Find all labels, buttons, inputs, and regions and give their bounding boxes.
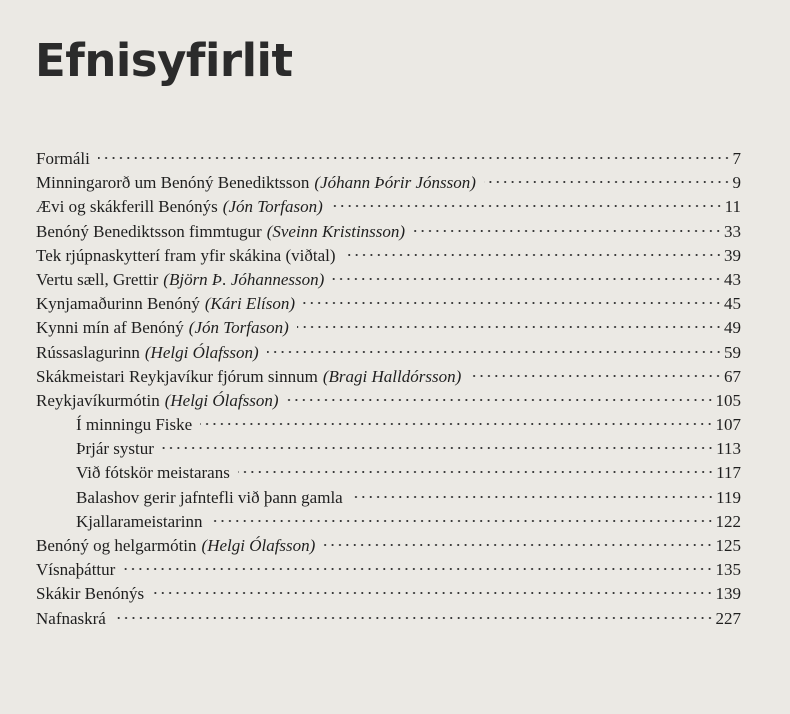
entry-title: Reykjavíkurmótin [36, 390, 160, 410]
page-number: 49 [724, 318, 741, 338]
dot-leader [123, 567, 713, 571]
toc-entry [36, 609, 741, 633]
toc-entry [36, 270, 741, 294]
page-number: 105 [715, 390, 741, 410]
entry-title: Minningarorð um Benóný Benediktsson [36, 173, 310, 193]
toc-subentry [36, 512, 741, 536]
dot-leader [323, 543, 713, 547]
entry-title: Skákmeistari Reykjavíkur fjórum sinnum [36, 366, 318, 386]
entry-author: (Helgi Ólafsson) [144, 342, 259, 362]
dot-leader [200, 422, 713, 426]
dot-leader [297, 325, 722, 329]
entry-author: (Sveinn Kristinsson) [266, 221, 406, 241]
dot-leader [303, 301, 722, 305]
dot-leader [344, 253, 722, 257]
entry-title: Þrjár systur [76, 439, 154, 459]
table-of-contents [36, 149, 741, 633]
entry-title: Skákir Benónýs [36, 584, 145, 604]
toc-entry [36, 536, 741, 560]
dot-leader [152, 591, 713, 595]
dot-leader [211, 519, 714, 523]
entry-author: (Bragi Halldórsson) [322, 366, 462, 386]
dot-leader [162, 446, 714, 450]
toc-entry [36, 318, 741, 342]
dot-leader [332, 277, 722, 281]
dot-leader [484, 180, 731, 184]
entry-title: Kynni mín af Benóný [36, 318, 184, 338]
page-number: 59 [724, 342, 741, 362]
entry-title: Í minningu Fiske [76, 415, 193, 435]
entry-author: (Helgi Ólafsson) [201, 536, 316, 555]
dot-leader [469, 374, 722, 378]
toc-entry [36, 343, 741, 367]
page-number: 67 [724, 366, 741, 386]
toc-subentry [36, 463, 741, 487]
dot-leader [351, 495, 714, 499]
page-number: 9 [732, 173, 741, 193]
page-number: 39 [724, 245, 741, 265]
entry-author: (Jón Torfason) [222, 197, 323, 217]
entry-title: Vísnaþáttur [36, 560, 116, 580]
dot-leader [267, 350, 722, 354]
entry-title: Balashov gerir jafntefli við þann gamla [76, 487, 343, 507]
page-number: 125 [715, 536, 741, 555]
toc-entry [36, 149, 741, 173]
toc-subentry [36, 488, 741, 512]
entry-title: Rússaslagurinn [36, 342, 140, 362]
toc-entry [36, 560, 741, 584]
entry-title: Benóný og helgarmótin [36, 536, 197, 555]
page-number: 43 [724, 269, 741, 289]
page-number: 7 [732, 149, 741, 168]
page-number: 139 [715, 584, 741, 604]
entry-author: (Björn Þ. Jóhannesson) [163, 269, 325, 289]
toc-entry [36, 173, 741, 197]
page-number: 227 [715, 608, 741, 628]
page-number: 119 [716, 487, 741, 507]
toc-entry [36, 391, 741, 415]
toc-entry [36, 294, 741, 318]
page-number: 33 [724, 221, 741, 241]
entry-title: Kynjamaðurinn Benóný [36, 294, 200, 314]
entry-author: (Jóhann Þórir Jónsson) [314, 173, 476, 193]
page-title: Efnisyfirlit [35, 34, 293, 87]
entry-author: (Helgi Ólafsson) [164, 390, 279, 410]
dot-leader [114, 616, 714, 620]
dot-leader [238, 470, 714, 474]
toc-entry [36, 197, 741, 221]
page-number: 113 [716, 439, 741, 459]
entry-title: Kjallarameistarinn [76, 511, 203, 531]
entry-title: Nafnaskrá [36, 608, 106, 628]
entry-title: Ævi og skákferill Benónýs [36, 197, 218, 217]
page-number: 117 [716, 463, 741, 483]
entry-title: Vertu sæll, Grettir [36, 269, 159, 289]
entry-title: Við fótskör meistarans [76, 463, 230, 483]
page-number: 135 [715, 560, 741, 580]
entry-author: (Kári Elíson) [204, 294, 296, 314]
toc-entry [36, 367, 741, 391]
page-number: 45 [724, 294, 741, 314]
page-number: 122 [715, 511, 741, 531]
entry-title: Benóný Benediktsson fimmtugur [36, 221, 262, 241]
toc-entry [36, 246, 741, 270]
toc-entry [36, 222, 741, 246]
toc-subentry [36, 439, 741, 463]
entry-title: Tek rjúpnaskytterí fram yfir skákina (viðtal) [36, 245, 336, 265]
entry-title: Formáli [36, 149, 90, 168]
toc-subentry [36, 415, 741, 439]
page-number: 11 [724, 197, 741, 217]
dot-leader [287, 398, 714, 402]
dot-leader [98, 156, 731, 160]
dot-leader [331, 204, 723, 208]
entry-author: (Jón Torfason) [188, 318, 289, 338]
page-number: 107 [715, 415, 741, 435]
dot-leader [413, 229, 722, 233]
toc-entry [36, 584, 741, 608]
